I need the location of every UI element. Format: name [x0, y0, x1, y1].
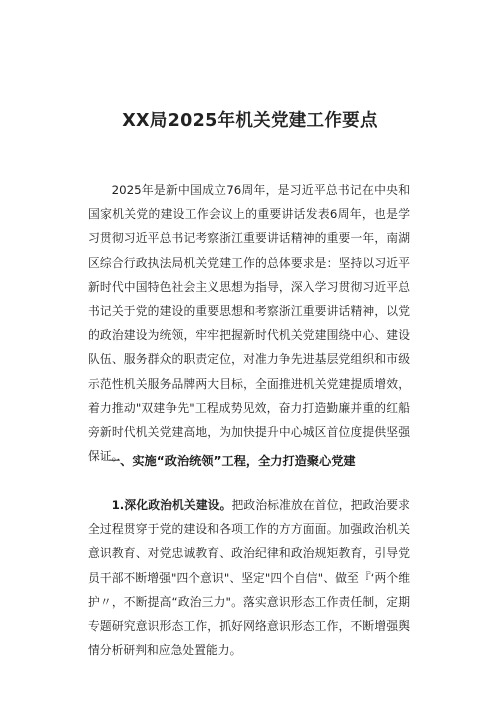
section-1-item-1 — [88, 493, 410, 662]
item-1-body: 把政治标准放在首位，把政治要求全过程贯穿于党的建设和各项工作的方方面面。加强政治机关意识教育、对党忠诚教育、政治纪律和政治规矩教育，引导党员干部不断增强"四个意识"、坚定"四个自信"、做至『‘两个维护〃，不断提高“政治三力"。落实意识形态工作责任制，定期专题研究意识形态工作，抓好网络意识形态工作，不断增强舆情分析研判和应急处置能力。 — [88, 498, 410, 658]
item-1-lead: 1.深化政治机关建设。 — [111, 498, 232, 512]
section-heading-1: 一、实施“政治统领”工程，全力打造聚心党建 — [108, 454, 356, 468]
intro-paragraph: 2025年是新中国成立76周年，是习近平总书记在中央和国家机关党的建设工作会议上的重要讲话发表6周年，也是学习贯彻习近平总书记考察浙江重要讲话精神的重要一年，南湖区综合行政执法局机关党建工作的总体要求是：坚持以习近平新时代中国特色社会主义思想为指导，深入学习贯彻习近平总书记关于党的建设的重要思想和考察浙江重要讲话精神，以党的政治建设为统领，牢牢把握新时代机关党建围绕中心、建设队伍、服务群众的职责定位，对准力争先进基层党组织和市级示范性机关服务品牌两大目标，全面推进机关党建提质增效，着力推动"双建争先"工程成势见效，奋力打造勤廉并重的红船旁新时代机关党建高地，为加快提升中心城区首位度提供坚强保证。 — [88, 183, 410, 464]
document-title: XX局2025年机关党建工作要点 — [122, 111, 378, 131]
